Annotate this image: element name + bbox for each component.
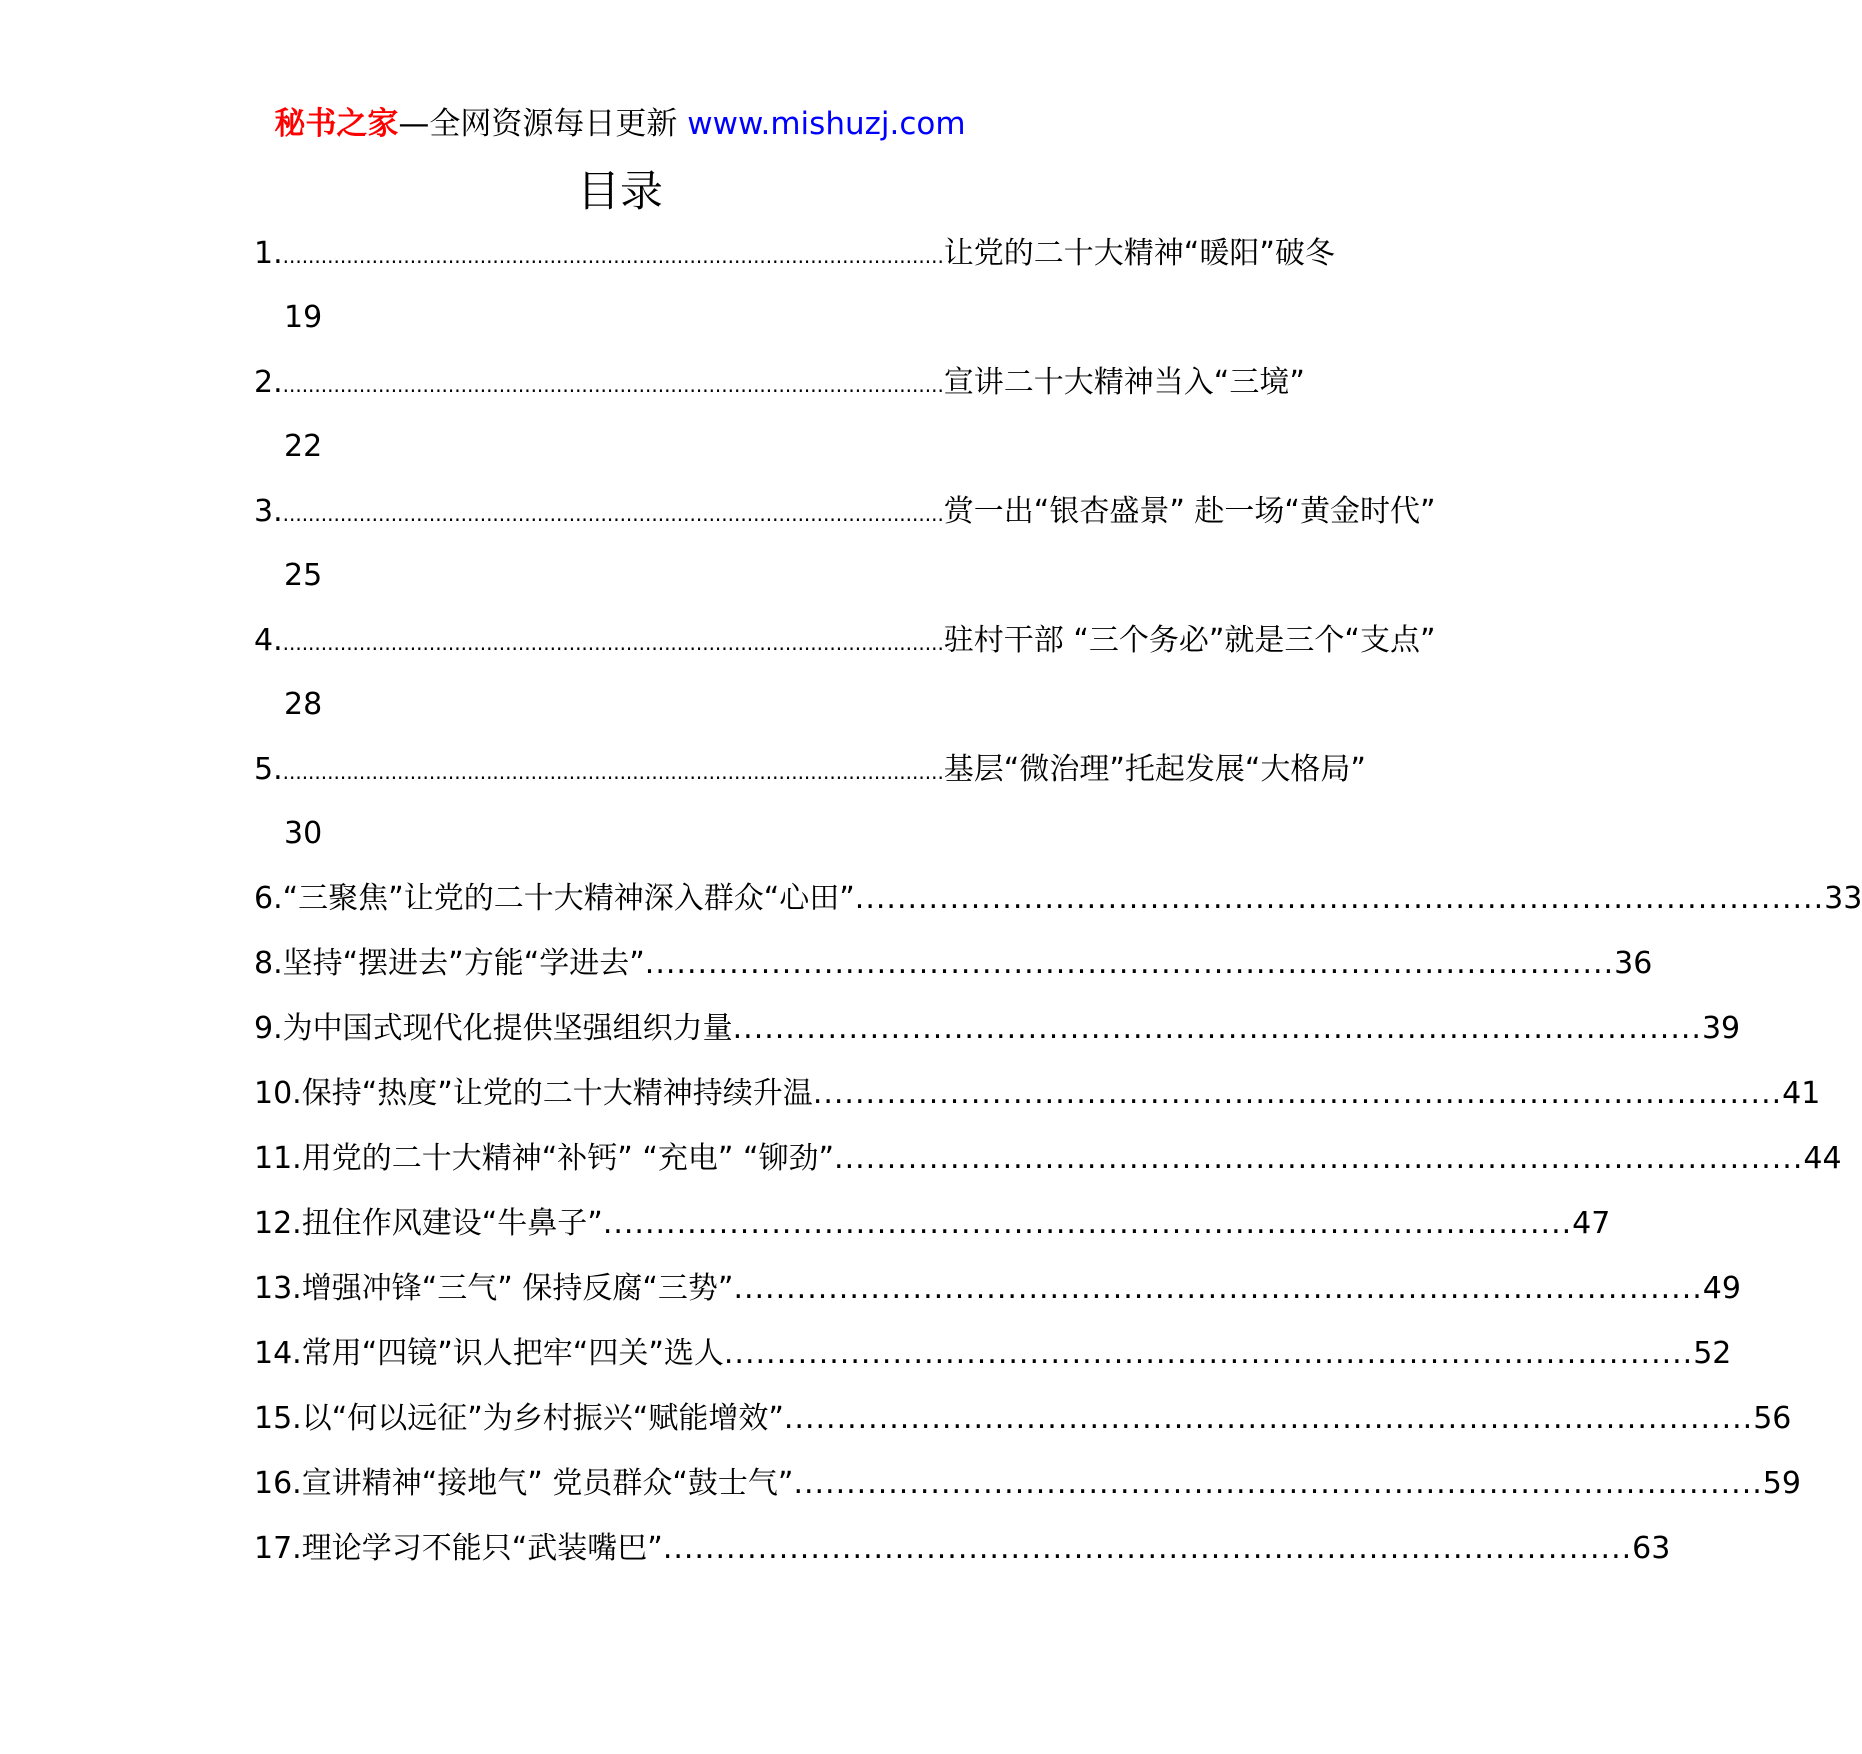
toc-dot-leader: ........................................................................................................ (282, 244, 944, 268)
site-tagline: —全网资源每日更新 (398, 106, 688, 142)
toc-dot-leader: ............................................................................................ (644, 946, 1615, 981)
toc-entry-number: 15. (254, 1401, 302, 1436)
site-url-link[interactable]: www.mishuzj.com (687, 106, 966, 142)
toc-entry-number: 12. (254, 1206, 302, 1241)
toc-entry[interactable] (254, 936, 1653, 1001)
toc-entry-title: 保持“热度”让党的二十大精神持续升温 (301, 1076, 813, 1111)
toc-entry[interactable] (254, 1456, 1801, 1521)
toc-dot-leader: ............................................................................................ (602, 1206, 1573, 1241)
toc-entry-number: 9. (254, 1011, 283, 1046)
toc-dot-leader: ............................................................................................ (662, 1531, 1633, 1566)
toc-entry-title: 用党的二十大精神“补钙” “充电” “铆劲” (301, 1141, 835, 1176)
toc-dot-leader: ............................................................................................ (733, 1271, 1703, 1306)
toc-entry-number: 1. (254, 236, 283, 271)
toc-entry-number: 5. (254, 752, 283, 787)
toc-entry-number: 11. (254, 1141, 302, 1176)
toc-entry-title: 让党的二十大精神“暖阳”破冬 (943, 236, 1335, 271)
toc-entry-page: 47 (1572, 1206, 1611, 1241)
toc-entry[interactable] (254, 226, 1335, 355)
toc-entry-page: 30 (284, 816, 323, 851)
toc-dot-leader: ............................................................................................ (812, 1076, 1783, 1111)
toc-entry-number: 17. (254, 1531, 302, 1566)
toc-entry-page: 59 (1762, 1466, 1801, 1501)
toc-entry-title: 为中国式现代化提供坚强组织力量 (282, 1011, 733, 1046)
toc-entry-page: 56 (1753, 1401, 1792, 1436)
site-header (0, 100, 1240, 148)
toc-entry-number: 4. (254, 623, 283, 658)
toc-dot-leader: ............................................................................................ (854, 881, 1825, 916)
toc-entry-page: 41 (1782, 1076, 1821, 1111)
toc-entry-page: 19 (284, 300, 323, 335)
toc-entry[interactable] (254, 484, 1436, 613)
toc-entry[interactable] (254, 1391, 1792, 1456)
toc-dot-leader: ........................................................................................................ (282, 760, 944, 784)
toc-entry-number: 13. (254, 1271, 302, 1306)
toc-entry-number: 8. (254, 946, 283, 981)
toc-entry[interactable] (254, 1196, 1611, 1261)
toc-dot-leader: ............................................................................................ (793, 1466, 1763, 1501)
toc-entry-title: 基层“微治理”托起发展“大格局” (943, 752, 1366, 787)
toc-entry-number: 6. (254, 881, 283, 916)
toc-entry-title: 增强冲锋“三气” 保持反腐“三势” (301, 1271, 734, 1306)
toc-entry-title: 宣讲二十大精神当入“三境” (943, 365, 1305, 400)
toc-dot-leader: ........................................................................................................ (282, 631, 944, 655)
toc-entry-title: 宣讲精神“接地气” 党员群众“鼓士气” (301, 1466, 794, 1501)
toc-entry[interactable] (254, 871, 1862, 936)
toc-entry-page: 39 (1701, 1011, 1741, 1046)
toc-entry-title: 常用“四镜”识人把牢“四关”选人 (301, 1336, 724, 1371)
toc-entry[interactable] (254, 1066, 1821, 1131)
toc-dot-leader: ........................................................................................................ (282, 373, 944, 397)
toc-entry-page: 44 (1803, 1141, 1842, 1176)
toc-entry[interactable] (254, 613, 1436, 742)
site-brand: 秘书之家 (274, 106, 399, 142)
toc-dot-leader: ............................................................................................ (783, 1401, 1754, 1436)
toc-dot-leader: ............................................................................................ (732, 1011, 1702, 1046)
toc-entry[interactable] (254, 1521, 1671, 1586)
toc-dot-leader: ............................................................................................ (834, 1141, 1804, 1176)
toc-entry-number: 10. (254, 1076, 302, 1111)
toc-dot-leader: ........................................................................................................ (282, 502, 944, 526)
toc-entry-page: 33 (1824, 881, 1862, 916)
toc-entry-page: 22 (284, 429, 323, 464)
toc-entry-page: 28 (284, 687, 323, 722)
toc-entry[interactable] (254, 355, 1305, 484)
toc-entry[interactable] (254, 742, 1366, 871)
toc-entry-page: 63 (1632, 1531, 1671, 1566)
toc-entry-title: 扭住作风建设“牛鼻子” (301, 1206, 603, 1241)
toc-entry-number: 3. (254, 494, 283, 529)
toc-entry-title: “三聚焦”让党的二十大精神深入群众“心田” (282, 881, 855, 916)
table-of-contents (254, 226, 1862, 1586)
toc-dot-leader: ............................................................................................ (723, 1336, 1694, 1371)
toc-entry-page: 36 (1614, 946, 1653, 981)
toc-entry-title: 理论学习不能只“武装嘴巴” (301, 1531, 663, 1566)
toc-entry[interactable] (254, 1261, 1741, 1326)
toc-entry-title: 驻村干部 “三个务必”就是三个“支点” (943, 623, 1436, 658)
toc-entry[interactable] (254, 1326, 1732, 1391)
toc-entry-page: 49 (1702, 1271, 1741, 1306)
toc-entry-title: 以“何以远征”为乡村振兴“赋能增效” (301, 1401, 784, 1436)
toc-entry-number: 2. (254, 365, 283, 400)
toc-entry-number: 14. (254, 1336, 302, 1371)
toc-entry-title: 赏一出“银杏盛景” 赴一场“黄金时代” (943, 494, 1436, 529)
toc-entry[interactable] (254, 1001, 1741, 1066)
toc-entry-number: 16. (254, 1466, 302, 1501)
toc-entry[interactable] (254, 1131, 1842, 1196)
toc-entry-page: 25 (284, 558, 323, 593)
toc-entry-page: 52 (1693, 1336, 1732, 1371)
toc-entry-title: 坚持“摆进去”方能“学进去” (282, 946, 645, 981)
toc-title: 目录 (577, 167, 663, 217)
